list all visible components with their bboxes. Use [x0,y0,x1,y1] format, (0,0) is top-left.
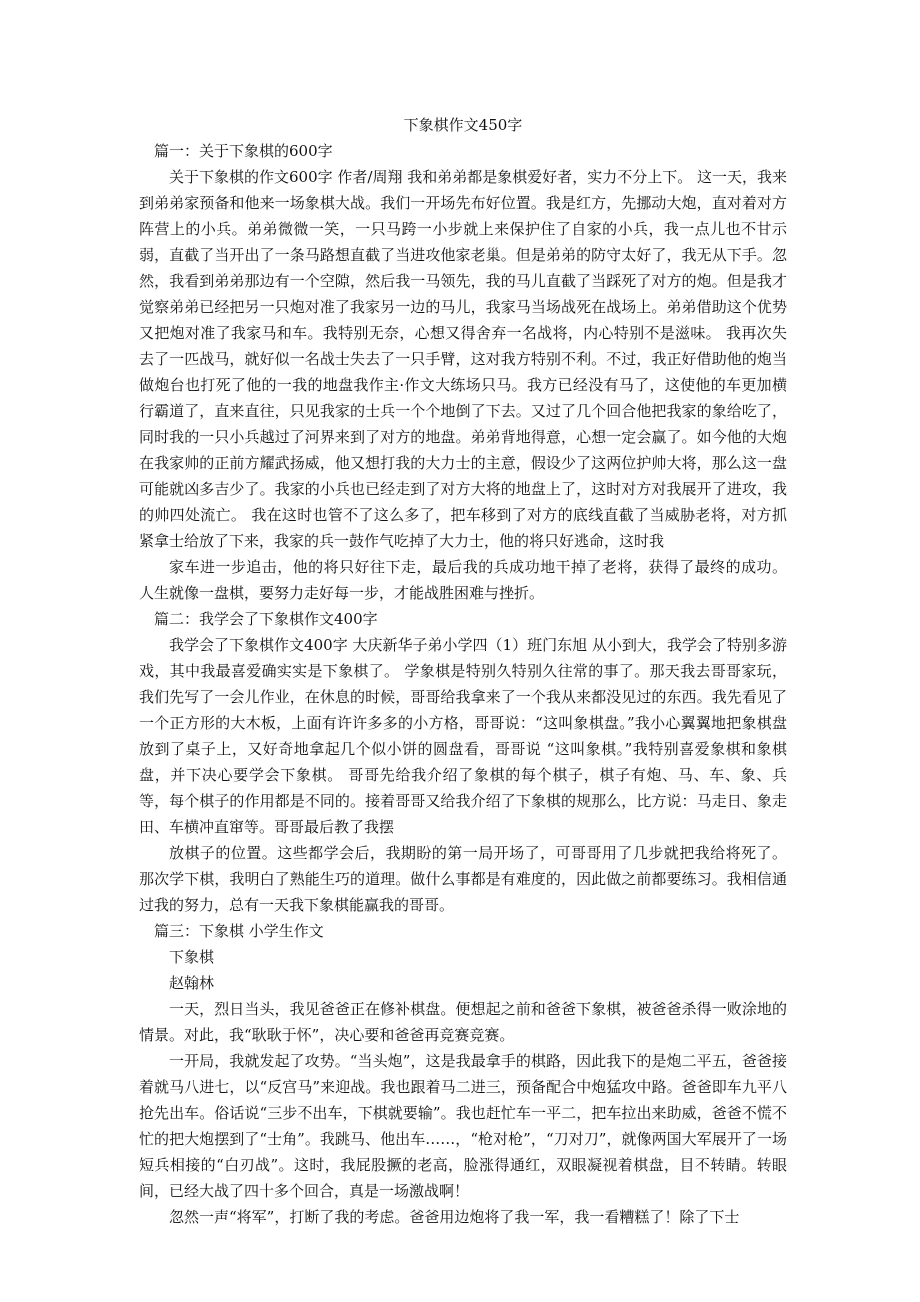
paragraph: 放棋子的位置。这些都学会后，我期盼的第一局开场了，可哥哥用了几步就把我给将死了。 那次学下棋，我明白了熟能生巧的道理。做什么事都是有难度的，因此做之前都要练习。我相信通过我的努力，总有一天我下象棋能赢我的哥哥。 [139,844,787,914]
section-heading: 篇三：下象棋 小学生作文 [154,922,324,940]
essay-title: 下象棋 [169,948,215,966]
section-heading: 篇二：我学会了下象棋作文400字 [154,610,378,628]
paragraph: 一开局，我就发起了攻势。“当头炮”，这是我最拿手的棋路，因此我下的是炮二平五，爸爸接着就马八进七，以“反宫马”来迎战。我也跟着马二进三，预备配合中炮猛攻中路。爸爸即车九平八抢先出车。俗话说“三步不出车，下棋就要输”。我也赶忙车一平二，把车拉出来助威，爸爸不慌不忙的把大炮摆到了“士角”。我跳马、他出车……，“枪对枪”，“刀对刀”，就像两国大军展开了一场短兵相接的“白刃战”。这时，我屁股撅的老高，脸涨得通红，双眼凝视着棋盘，目不转睛。转眼间，已经大战了四十多个回合，真是一场激战啊！ [139,1052,787,1200]
paragraph: 家车进一步追击，他的将只好往下走，最后我的兵成功地干掉了老将，获得了最终的成功。 人生就像一盘棋，要努力走好每一步，才能战胜困难与挫折。 [139,558,787,602]
paragraph: 忽然一声“将军”，打断了我的考虑。爸爸用边炮将了我一军，我一看糟糕了！除了下士 [169,1208,740,1226]
paragraph: 我学会了下象棋作文400字 大庆新华子弟小学四（1）班门东旭 从小到大，我学会了特别多游戏，其中我最喜爱确实实是下象棋了。 学象棋是特别久特别久往常的事了。那天我去哥哥家玩，我们先写了一会儿作业，在休息的时候，哥哥给我拿来了一个我从来都没见过的东西。我先看见了一个正方形的大木板，上面有许许多多的小方格，哥哥说：“这叫象棋盘。”我小心翼翼地把象棋盘放到了桌子上，又好奇地拿起几个似小饼的圆盘看，哥哥说 “这叫象棋。”我特别喜爱象棋和象棋盘，并下决心要学会下象棋。 哥哥先给我介绍了象棋的每个棋子，棋子有炮、马、车、象、兵等，每个棋子的作用都是不同的。接着哥哥又给我介绍了下象棋的规那么，比方说：马走日、象走田、车横冲直窜等。哥哥最后教了我摆 [139,636,787,836]
paragraph: 一天，烈日当头，我见爸爸正在修补棋盘。便想起之前和爸爸下象棋，被爸爸杀得一败涂地的情景。对此，我“耿耿于怀”，决心要和爸爸再竞赛竞赛。 [139,1000,787,1044]
section-heading: 篇一：关于下象棋的600字 [154,142,333,160]
paragraph: 关于下象棋的作文600字 作者/周翔 我和弟弟都是象棋爱好者，实力不分上下。 这一天，我来到弟弟家预备和他来一场象棋大战。我们一开场先布好位置。我是红方，先挪动大炮，直对着对方阵营上的小兵。弟弟微微一笑，一只马跨一小步就上来保护住了自家的小兵，我一点儿也不甘示弱，直截了当开出了一条马路想直截了当进攻他家老巢。但是弟弟的防守太好了，我无从下手。忽然，我看到弟弟那边有一个空隙，然后我一马领先，我的马儿直截了当踩死了对方的炮。但是我才觉察弟弟已经把另一只炮对准了我家另一边的马儿，我家马当场战死在战场上。弟弟借助这个优势又把炮对准了我家马和车。我特别无奈，心想又得舍弃一名战将，内心特别不是滋味。 我再次失去了一匹战马，就好似一名战士失去了一只手臂，这对我方特别不利。不过，我正好借助他的炮当做炮台也打死了他的一我的地盘我作主·作文大练场只马。我方已经没有马了，这使他的车更加横行霸道了，直来直往，只见我家的士兵一个个地倒了下去。又过了几个回合他把我家的象给吃了，同时我的一只小兵越过了河界来到了对方的地盘。弟弟背地得意，心想一定会赢了。如今他的大炮在我家帅的正前方耀武扬威，他又想打我的大力士的主意，假设少了这两位护帅大将，那么这一盘可能就凶多吉少了。我家的小兵也已经走到了对方大将的地盘上了，这时对方对我展开了进攻，我的帅四处流亡。 我在这时也管不了这么多了，把车移到了对方的底线直截了当威胁老将，对方抓紧拿士给放了下来，我家的兵一鼓作气吃掉了大力士，他的将只好逃命，这时我 [139,168,787,550]
document-title: 下象棋作文450字 [403,116,523,134]
document-body [139,112,787,1230]
essay-author: 赵翰林 [169,974,215,992]
